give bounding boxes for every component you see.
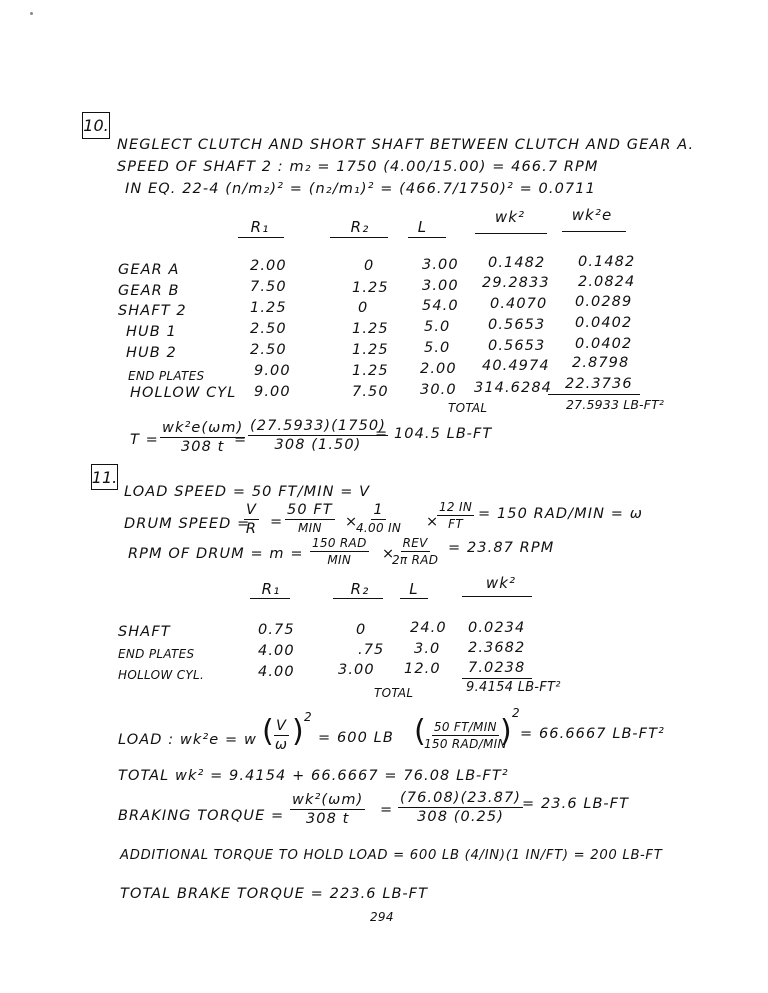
cell-l: 3.00 — [422, 257, 459, 273]
cell-r2: 0 — [358, 300, 369, 316]
cell-wk2e: 2.8798 — [572, 355, 630, 371]
cell-wk2: 40.4974 — [482, 358, 550, 374]
fraction-numerator: 50 FT/MIN — [433, 720, 497, 734]
p11-load-v-over-w — [274, 718, 289, 753]
p11-header-underline — [250, 598, 290, 599]
cell-wk2: 7.0238 — [468, 660, 526, 676]
cell-r1: 1.25 — [250, 300, 287, 316]
fraction-numerator: V — [276, 718, 288, 734]
fraction-denominator: ω — [274, 737, 289, 753]
p11-header-l: L — [409, 580, 419, 598]
cell-r1: 0.75 — [258, 622, 295, 638]
p10-line-1: NEGLECT CLUTCH AND SHORT SHAFT BETWEEN CLUTCH AND GEAR A. — [117, 137, 695, 153]
cell-l: 2.00 — [420, 361, 457, 377]
p11-drum-eq: = — [270, 514, 284, 530]
row-label: HOLLOW CYL. — [118, 668, 205, 682]
p11-load-square-2: 2 — [512, 706, 520, 720]
p11-load-fraction — [424, 720, 507, 751]
scan-speck — [30, 12, 33, 15]
p11-drum-result: = 150 RAD/MIN = ω — [478, 506, 643, 522]
fraction-numerator: 1 — [373, 502, 384, 518]
p11-braking-fraction-2 — [398, 790, 523, 825]
cell-wk2e: 0.0402 — [575, 315, 633, 331]
p11-drum-times-1: × — [345, 514, 359, 530]
page-number: 294 — [370, 910, 394, 924]
cell-wk2e: 0.0402 — [575, 336, 633, 352]
p11-header-r2: R₂ — [350, 580, 370, 598]
fraction-denominator: 308 t — [180, 439, 225, 455]
p11-load-label: LOAD : wk²e = w — [118, 732, 257, 748]
fraction-numerator: wk²e(ωm) — [162, 420, 244, 436]
cell-l: 5.0 — [424, 340, 451, 356]
p10-header-r2: R₂ — [350, 218, 370, 236]
row-label: END PLATES — [118, 647, 195, 661]
cell-wk2: 29.2833 — [482, 275, 550, 291]
fraction-denominator: 308 (1.50) — [274, 437, 362, 453]
close-paren: ) — [500, 714, 513, 749]
problem-11-number: 11. — [91, 464, 118, 490]
fraction-numerator: V — [246, 502, 258, 518]
p11-load-result: = 66.6667 LB-FT² — [520, 726, 665, 742]
p11-total-value: 9.4154 LB-FT² — [466, 680, 561, 695]
cell-r1: 4.00 — [258, 664, 295, 680]
p10-header-underline — [475, 233, 547, 234]
cell-l: 30.0 — [420, 382, 457, 398]
fraction-numerator: wk²(ωm) — [292, 792, 364, 808]
p11-braking-result: = 23.6 LB-FT — [522, 796, 630, 812]
fraction-denominator: 4.00 IN — [356, 521, 402, 535]
p10-header-underline — [562, 231, 626, 232]
fraction-denominator: 150 RAD/MIN — [424, 737, 507, 751]
p11-header-wk2: wk² — [485, 574, 517, 592]
p11-braking-fraction-1 — [290, 792, 365, 827]
p10-header-underline — [330, 237, 388, 238]
problem-10-number: 10. — [82, 112, 110, 139]
fraction-numerator: 12 IN — [439, 500, 473, 514]
p11-load-speed: LOAD SPEED = 50 FT/MIN = V — [124, 484, 371, 500]
row-label: GEAR B — [118, 283, 180, 299]
cell-r1: 2.00 — [250, 258, 287, 274]
p10-line-2: SPEED OF SHAFT 2 : m₂ = 1750 (4.00/15.00) = 466.7 RPM — [117, 159, 599, 175]
cell-wk2e: 0.1482 — [578, 254, 636, 270]
fraction-denominator: MIN — [297, 521, 322, 535]
row-label: END PLATES — [128, 369, 205, 383]
row-label: HUB 1 — [126, 324, 177, 340]
p10-torque-fraction-2 — [248, 418, 388, 453]
fraction-numerator: (27.5933)(1750) — [250, 418, 386, 434]
p11-total-rule — [462, 678, 532, 679]
cell-l: 54.0 — [422, 298, 459, 314]
cell-wk2: 0.0234 — [468, 620, 526, 636]
row-label: SHAFT 2 — [118, 303, 187, 319]
cell-wk2: 2.3682 — [468, 640, 526, 656]
p11-braking-eq: = — [380, 802, 394, 818]
fraction-numerator: REV — [402, 536, 428, 550]
cell-r1: 7.50 — [250, 279, 287, 295]
p11-drum-times-2: × — [426, 514, 440, 530]
p11-rpm-label: RPM OF DRUM = m = — [128, 546, 304, 562]
p11-braking-label: BRAKING TORQUE = — [118, 808, 285, 824]
p10-total-label: TOTAL — [448, 401, 488, 415]
p11-rpm-times: × — [382, 546, 396, 562]
row-label: HUB 2 — [126, 345, 177, 361]
p10-header-wk2: wk² — [494, 208, 526, 226]
row-label: SHAFT — [118, 624, 171, 640]
cell-r2: 1.25 — [352, 342, 389, 358]
row-label: GEAR A — [118, 262, 180, 278]
cell-wk2e: 22.3736 — [565, 376, 633, 392]
p10-torque-lhs: T = — [130, 432, 159, 448]
cell-r2: .75 — [358, 642, 385, 658]
row-label: HOLLOW CYL — [130, 385, 237, 401]
cell-l: 24.0 — [410, 620, 447, 636]
cell-r2: 3.00 — [338, 662, 375, 678]
cell-wk2: 0.5653 — [488, 338, 546, 354]
cell-r1: 9.00 — [254, 363, 291, 379]
fraction-denominator: FT — [448, 517, 463, 531]
p10-total-rule — [548, 394, 640, 395]
p11-total-wk2: TOTAL wk² = 9.4154 + 66.6667 = 76.08 LB-FT² — [118, 768, 509, 784]
cell-r1: 4.00 — [258, 643, 295, 659]
p11-rpm-fraction-2 — [392, 536, 438, 567]
p11-header-underline — [400, 598, 428, 599]
cell-r1: 2.50 — [250, 321, 287, 337]
cell-l: 12.0 — [404, 661, 441, 677]
cell-l: 3.0 — [414, 641, 441, 657]
fraction-denominator: 308 t — [305, 811, 350, 827]
p10-torque-result: = 104.5 LB-FT — [375, 426, 493, 442]
fraction-denominator: MIN — [327, 553, 352, 567]
cell-r2: 0 — [356, 622, 367, 638]
fraction-numerator: 150 RAD — [312, 536, 367, 550]
p11-header-underline — [462, 596, 532, 597]
fraction-denominator: 2π RAD — [392, 553, 439, 567]
p10-line-3: IN EQ. 22-4 (n/m₂)² = (n₂/m₁)² = (466.7/1750)² = 0.0711 — [125, 181, 596, 197]
cell-wk2: 0.1482 — [488, 255, 546, 271]
cell-wk2e: 2.0824 — [578, 274, 636, 290]
cell-r2: 1.25 — [352, 280, 389, 296]
p11-drum-label: DRUM SPEED = — [124, 516, 251, 532]
cell-wk2: 0.4070 — [490, 296, 548, 312]
cell-r1: 9.00 — [254, 384, 291, 400]
p11-load-square: 2 — [304, 710, 312, 724]
cell-r2: 1.25 — [352, 321, 389, 337]
p11-header-underline — [333, 598, 383, 599]
p11-load-eq: = 600 LB — [318, 730, 394, 746]
p10-header-l: L — [417, 218, 428, 236]
cell-r1: 2.50 — [250, 342, 287, 358]
p10-torque-eq: = — [234, 432, 248, 448]
p11-additional-torque: ADDITIONAL TORQUE TO HOLD LOAD = 600 LB (4/IN)(1 IN/FT) = 200 LB-FT — [120, 848, 663, 863]
fraction-numerator: (76.08)(23.87) — [400, 790, 522, 806]
cell-wk2: 0.5653 — [488, 317, 546, 333]
p10-header-r1: R₁ — [250, 218, 270, 236]
p10-torque-fraction-1 — [160, 420, 248, 455]
p11-drum-fraction-1 — [285, 502, 335, 535]
open-paren: ( — [262, 714, 275, 749]
p11-total-label: TOTAL — [374, 686, 414, 700]
p11-rpm-fraction-1 — [310, 536, 369, 567]
fraction-denominator: 308 (0.25) — [417, 809, 504, 825]
p10-header-underline — [408, 237, 446, 238]
p11-drum-fraction-3 — [437, 500, 474, 531]
cell-l: 3.00 — [422, 278, 459, 294]
cell-wk2: 314.6284 — [474, 380, 552, 396]
p10-header-underline — [238, 237, 284, 238]
cell-r2: 7.50 — [352, 384, 389, 400]
cell-r2: 1.25 — [352, 363, 389, 379]
fraction-numerator: 50 FT — [287, 502, 333, 518]
p11-total-brake-torque: TOTAL BRAKE TORQUE = 223.6 LB-FT — [120, 886, 429, 902]
p10-header-wk2e: wk²e — [571, 206, 613, 224]
p11-header-r1: R₁ — [261, 580, 281, 598]
open-paren: ( — [414, 714, 427, 749]
p11-rpm-result: = 23.87 RPM — [448, 540, 555, 556]
close-paren: ) — [292, 714, 305, 749]
p11-drum-fraction-2 — [356, 502, 401, 535]
p11-drum-v-over-r — [244, 502, 259, 537]
fraction-denominator: R — [245, 521, 258, 537]
cell-r2: 0 — [364, 258, 375, 274]
cell-wk2e: 0.0289 — [575, 294, 633, 310]
p10-total-value: 27.5933 LB-FT² — [566, 397, 665, 412]
cell-l: 5.0 — [424, 319, 451, 335]
